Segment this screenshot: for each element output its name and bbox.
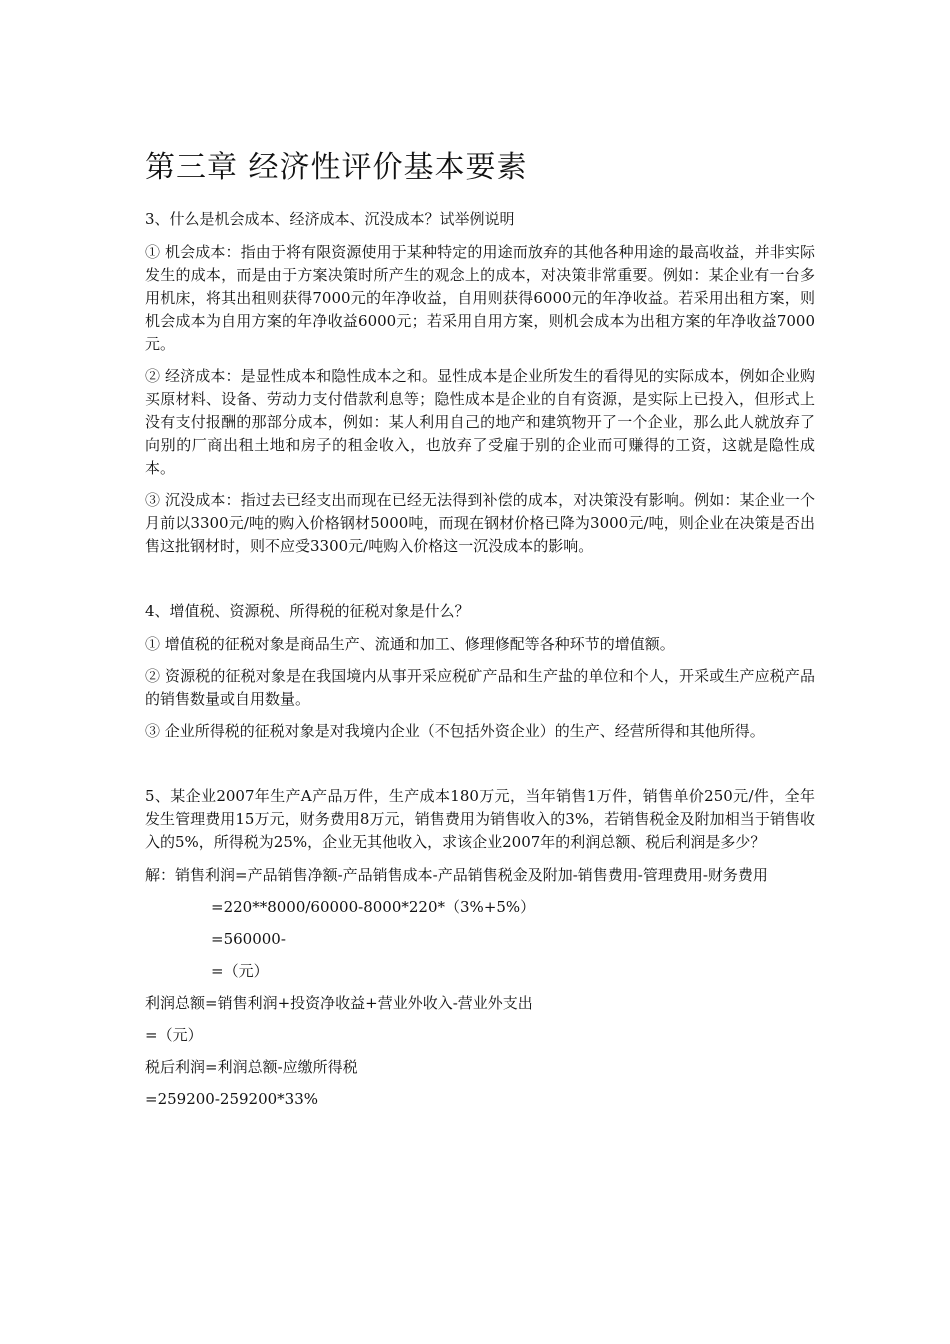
- solution-line-1: 解：销售利润=产品销售净额-产品销售成本-产品销售税金及附加-销售费用-管理费用-财务费用: [145, 866, 768, 884]
- solution-line-8: =259200-259200*33%: [145, 1090, 318, 1108]
- answer-4-3: ③ 企业所得税的征税对象是对我境内企业（不包括外资企业）的生产、经营所得和其他所得。: [145, 722, 765, 740]
- solution-line-6: =（元）: [145, 1026, 203, 1044]
- answer-4-1: ① 增值税的征税对象是商品生产、流通和加工、修理修配等各种环节的增值额。: [145, 635, 675, 653]
- section-spacer: [145, 743, 815, 785]
- question-5-section: [145, 785, 815, 1111]
- question-5: 5、某企业2007年生产A产品万件，生产成本180万元，当年销售1万件，销售单价250元/件，全年发生管理费用15万元，财务费用8万元，销售费用为销售收入的3%，若销售税金及附加相当于销售收入的5%，所得税为25%，企业无其他收入，求该企业2007年的利润总额、税后利润是多少？: [145, 787, 815, 851]
- document-body: [145, 208, 815, 1120]
- question-4: 4、增值税、资源税、所得税的征税对象是什么？: [145, 602, 470, 620]
- solution-line-5: 利润总额=销售利润+投资净收益+营业外收入-营业外支出: [145, 994, 533, 1012]
- solution-line-3: =560000-: [211, 930, 286, 948]
- solution-line-4: =（元）: [211, 962, 269, 980]
- answer-4-2: ② 资源税的征税对象是在我国境内从事开采应税矿产品和生产盐的单位和个人，开采或生产应税产品的销售数量或自用数量。: [145, 667, 815, 708]
- question-3: 3、什么是机会成本、经济成本、沉没成本？试举例说明: [145, 210, 515, 228]
- question-4-section: [145, 600, 815, 743]
- solution-line-2: =220**8000/60000-8000*220*（3%+5%）: [211, 898, 536, 916]
- section-spacer: [145, 558, 815, 600]
- answer-3-2: ② 经济成本：是显性成本和隐性成本之和。显性成本是企业所发生的看得见的实际成本，例如企业购买原材料、设备、劳动力支付借款利息等；隐性成本是企业的自有资源，是实际上已投入，但形式上没有支付报酬的那部分成本，例如：某人利用自己的地产和建筑物开了一个企业，那么此人就放弃了向别的厂商出租土地和房子的租金收入，也放弃了受雇于别的企业而可赚得的工资，这就是隐性成本。: [145, 367, 815, 477]
- solution-line-7: 税后利润=利润总额-应缴所得税: [145, 1058, 358, 1076]
- question-3-section: [145, 208, 815, 558]
- answer-3-3: ③ 沉没成本：指过去已经支出而现在已经无法得到补偿的成本，对决策没有影响。例如：某企业一个月前以3300元/吨的购入价格钢材5000吨，而现在钢材价格已降为3000元/吨，则企业在决策是否出售这批钢材时，则不应受3300元/吨购入价格这一沉没成本的影响。: [145, 491, 815, 555]
- chapter-title: 第三章 经济性评价基本要素: [145, 150, 528, 185]
- answer-3-1: ① 机会成本：指由于将有限资源使用于某种特定的用途而放弃的其他各种用途的最高收益，并非实际发生的成本，而是由于方案决策时所产生的观念上的成本，对决策非常重要。例如：某企业有一台多用机床，将其出租则获得7000元的年净收益，自用则获得6000元的年净收益。若采用出租方案，则机会成本为自用方案的年净收益6000元；若采用自用方案，则机会成本为出租方案的年净收益7000元。: [145, 243, 815, 353]
